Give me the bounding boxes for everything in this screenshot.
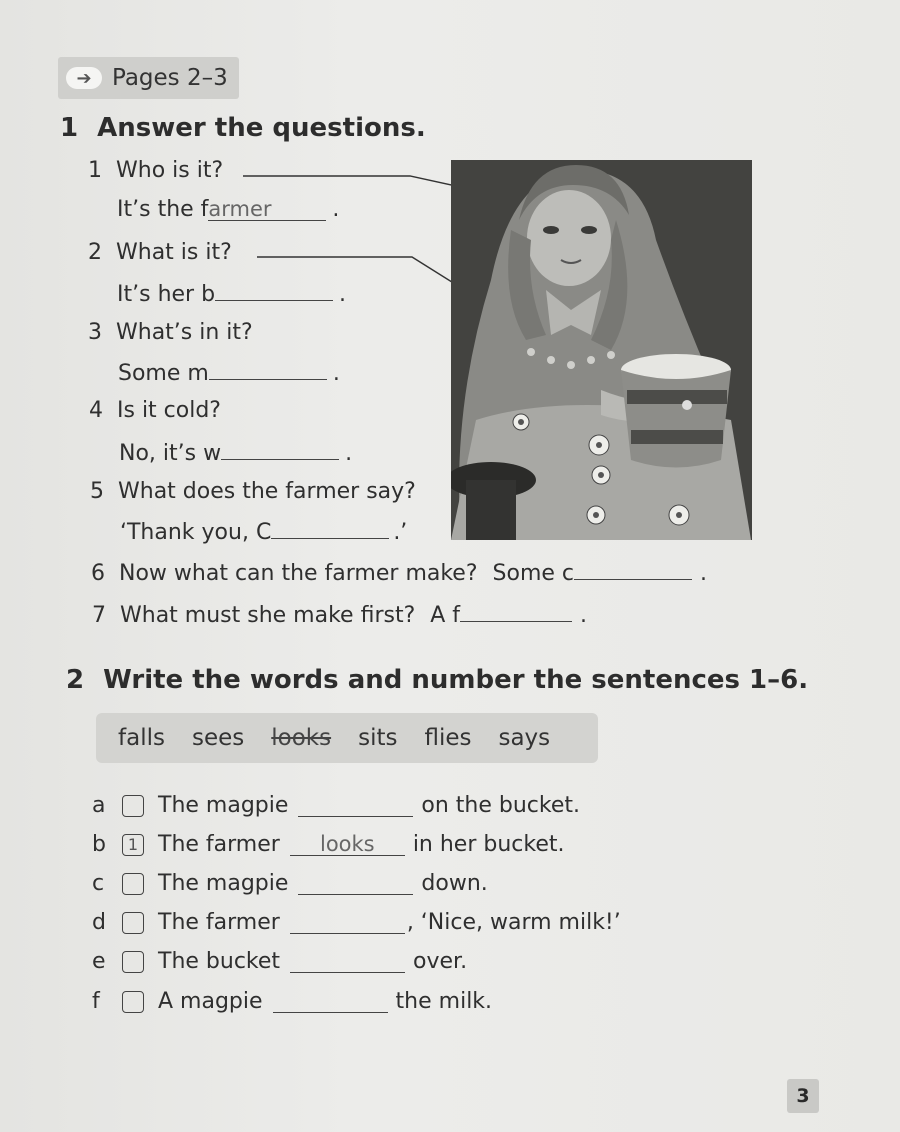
question-text: What does the farmer say? xyxy=(118,479,416,504)
sentence-before: A magpie xyxy=(158,989,263,1014)
question-text: Who is it? xyxy=(116,158,224,183)
word-bank-item: sees xyxy=(191,725,245,751)
sentence-before: The magpie xyxy=(158,793,289,818)
sentence-letter: e xyxy=(92,949,106,974)
word-bank xyxy=(96,713,598,763)
sentence-blank[interactable] xyxy=(298,794,413,817)
number-checkbox[interactable] xyxy=(122,951,144,973)
answer-suffix: . xyxy=(700,561,708,586)
sentence-letter: a xyxy=(92,793,106,818)
word-bank-item: sits xyxy=(358,725,398,751)
question-text: Now what can the farmer make? xyxy=(119,561,478,586)
sentence-before: The magpie xyxy=(158,871,289,896)
sentence-b xyxy=(92,832,565,857)
number-checkbox[interactable] xyxy=(122,873,144,895)
question-number: 3 xyxy=(88,320,102,345)
word-bank-item: flies xyxy=(424,725,472,751)
sentence-after: , ‘Nice, warm milk!’ xyxy=(406,910,621,935)
question-number: 7 xyxy=(92,603,106,628)
sentence-after: in her bucket. xyxy=(412,832,565,857)
sentence-letter: c xyxy=(92,871,105,896)
question-number: 1 xyxy=(88,158,102,183)
question-text: Is it cold? xyxy=(117,398,221,423)
sentence-c xyxy=(92,871,488,896)
question-text: What must she make first? xyxy=(120,603,416,628)
number-checkbox[interactable] xyxy=(122,795,144,817)
number-checkbox[interactable] xyxy=(122,991,144,1013)
question-number: 2 xyxy=(88,240,102,265)
answer-blank[interactable]: armer xyxy=(208,198,326,221)
question-text: What’s in it? xyxy=(116,320,253,345)
answer-prefix: Some c xyxy=(492,561,575,586)
section2-number: 2 xyxy=(66,665,85,695)
question-number: 6 xyxy=(91,561,105,586)
answer-suffix: . xyxy=(580,603,588,628)
sentence-a xyxy=(92,793,580,818)
answer-suffix: . xyxy=(332,361,340,386)
sentence-after: down. xyxy=(421,871,488,896)
answer-suffix: . xyxy=(332,197,340,222)
section1-number: 1 xyxy=(60,113,79,143)
answer-suffix: .’ xyxy=(393,520,408,545)
word-bank-item-struck: looks xyxy=(271,725,332,751)
farmer-illustration xyxy=(451,160,752,540)
sentence-after: the milk. xyxy=(395,989,493,1014)
page-number: 3 xyxy=(787,1079,819,1113)
sentence-blank[interactable] xyxy=(290,950,405,973)
sentence-before: The farmer xyxy=(158,910,280,935)
question-number: 4 xyxy=(89,398,103,423)
sentence-blank[interactable]: looks xyxy=(290,833,405,856)
sentence-blank[interactable] xyxy=(273,990,388,1013)
sentence-letter: f xyxy=(92,989,100,1014)
sentence-after: over. xyxy=(413,949,468,974)
sentence-letter: d xyxy=(92,910,106,935)
farmer-with-bucket-image xyxy=(451,160,752,540)
sentence-before: The bucket xyxy=(158,949,281,974)
question-number: 5 xyxy=(90,479,104,504)
sentence-before: The farmer xyxy=(158,832,280,857)
sentence-f xyxy=(92,989,492,1014)
answer-prefix: It’s her b xyxy=(117,282,216,307)
arrow-right-icon: ➔ xyxy=(66,67,102,89)
answer-suffix: . xyxy=(345,441,353,466)
section1-title: Answer the questions. xyxy=(97,113,426,143)
answer-prefix: No, it’s w xyxy=(119,441,222,466)
section2-heading xyxy=(66,665,808,695)
sentence-d xyxy=(92,910,621,935)
answer-suffix: . xyxy=(339,282,347,307)
answer-prefix: A f xyxy=(430,603,461,628)
word-bank-item: says xyxy=(498,725,551,751)
section2-title: Write the words and number the sentences 1–6. xyxy=(103,665,809,695)
answer-prefix: Some m xyxy=(118,361,209,386)
sentence-blank[interactable] xyxy=(298,872,413,895)
question-text: What is it? xyxy=(116,240,232,265)
word-bank-item: falls xyxy=(118,725,165,751)
sentence-after: on the bucket. xyxy=(421,793,581,818)
answer-prefix: It’s the f xyxy=(117,197,209,222)
number-checkbox[interactable]: 1 xyxy=(122,834,144,856)
answer-prefix: ‘Thank you, C xyxy=(120,520,272,545)
number-checkbox[interactable] xyxy=(122,912,144,934)
pages-label: Pages 2–3 xyxy=(112,65,228,91)
sentence-e xyxy=(92,949,467,974)
sentence-letter: b xyxy=(92,832,106,857)
sentence-blank[interactable] xyxy=(290,911,405,934)
